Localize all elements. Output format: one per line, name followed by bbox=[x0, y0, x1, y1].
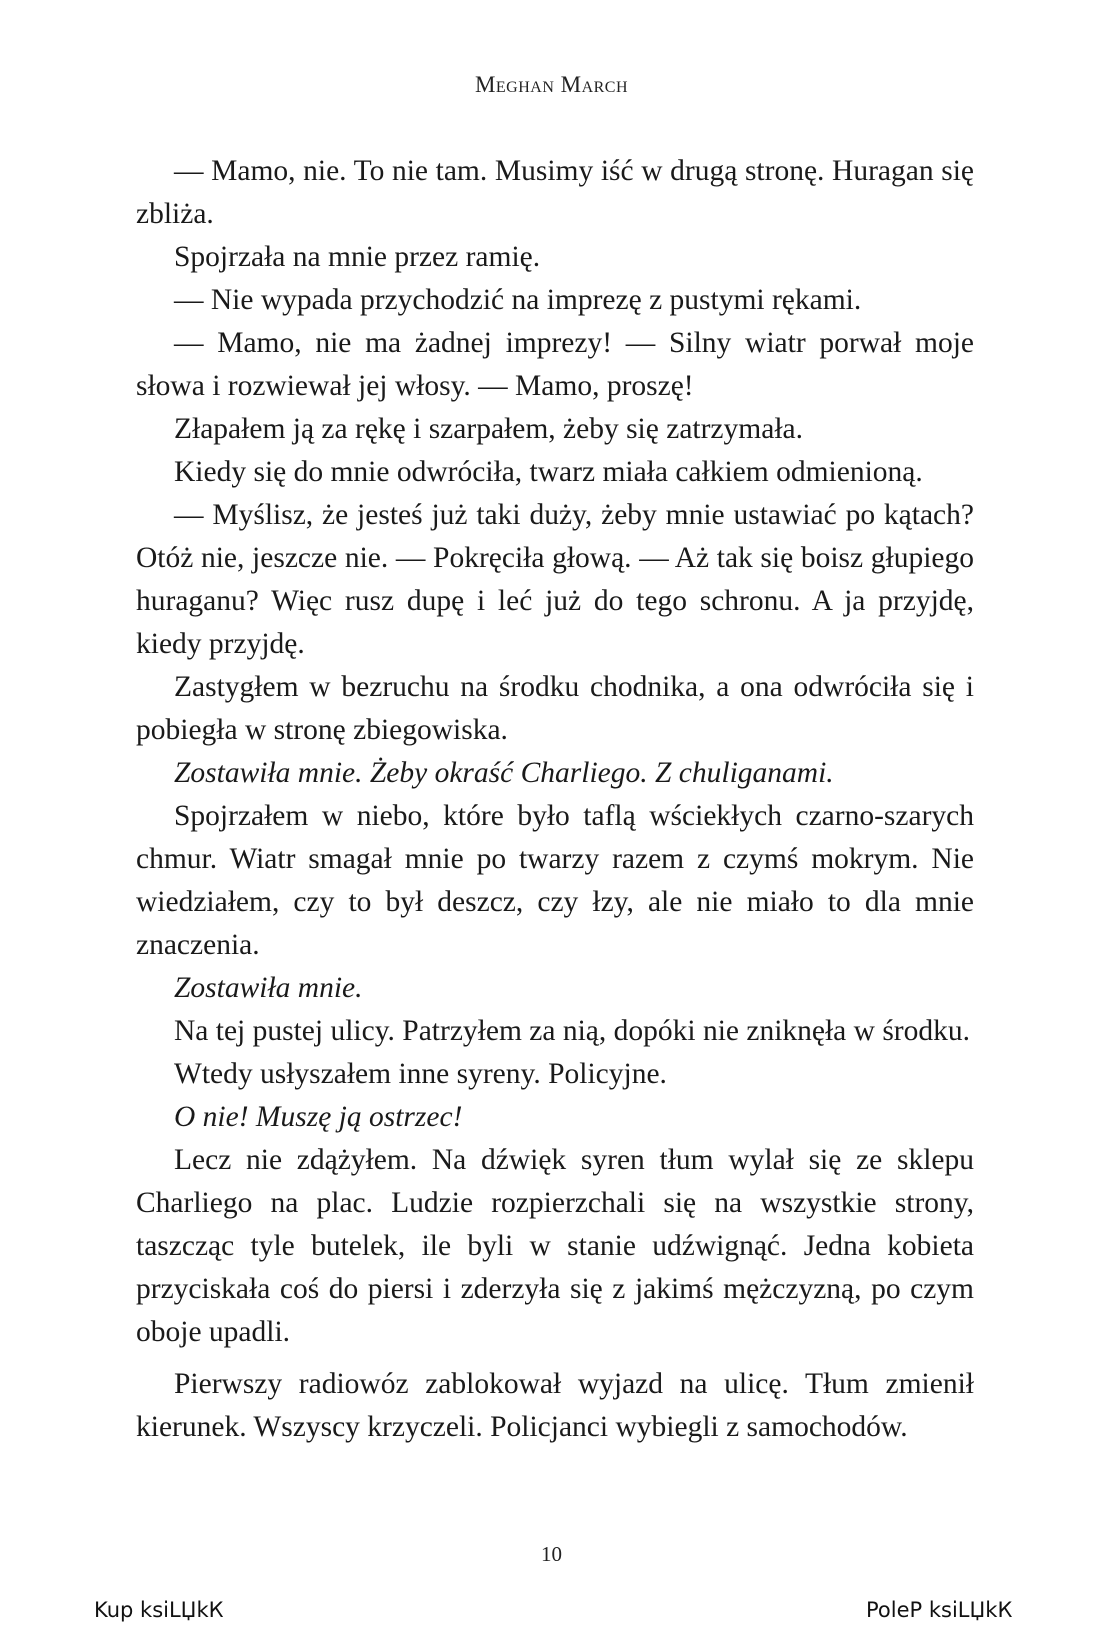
buy-book-link[interactable]: Kup ksiLЏkК bbox=[94, 1598, 224, 1622]
paragraph: Spojrzałem w niebo, które było taflą wściekłych czarno-szarych chmur. Wiatr smagał mnie po twarzy razem z czymś mokrym. Nie wiedziałem, czy to był deszcz, czy łzy, ale nie miało to dla mnie znaczenia. bbox=[136, 800, 974, 961]
italic-paragraph: O nie! Muszę ją ostrzec! bbox=[174, 1101, 463, 1133]
paragraph: Kiedy się do mnie odwróciła, twarz miała całkiem odmienioną. bbox=[174, 456, 923, 488]
paragraph: Na tej pustej ulicy. Patrzyłem za nią, dopóki nie zniknęła w środku. bbox=[174, 1015, 971, 1047]
paragraph: Pierwszy radiowóz zablokował wyjazd na ulicę. Tłum zmienił kierunek. Wszyscy krzyczeli. Policjanci wybiegli z samochodów. bbox=[136, 1368, 974, 1443]
italic-paragraph: Zostawiła mnie. Żeby okraść Charliego. Z chuliganami. bbox=[174, 757, 834, 789]
page-number: 10 bbox=[541, 1542, 562, 1566]
paragraph: Lecz nie zdążyłem. Na dźwięk syren tłum wylał się ze sklepu Charliego na plac. Ludzie rozpierzchali się na wszystkie strony, taszcząc tyle butelek, ile byli w stanie udźwignąć. Jedna kobieta przyciskała coś do piersi i zderzyła się z jakimś mężczyzną, po czym oboje upadli. bbox=[136, 1144, 974, 1348]
paragraph: — Nie wypada przychodzić na imprezę z pustymi rękami. bbox=[174, 284, 862, 316]
running-header: Meghan March bbox=[474, 72, 629, 97]
paragraph: Zastygłem w bezruchu na środku chodnika, a ona odwróciła się i pobiegła w stronę zbiegowiska. bbox=[136, 671, 974, 746]
paragraph: — Myślisz, że jesteś już taki duży, żeby mnie ustawiać po kątach? Otóż nie, jeszcze nie. — Pokręciła głową. — Aż tak się boisz głupiego huraganu? Więc rusz dupę i leć już do tego schronu. A ja przyjdę, kiedy przyjdę. bbox=[136, 499, 974, 660]
italic-paragraph: Zostawiła mnie. bbox=[174, 972, 363, 1004]
paragraph: Złapałem ją za rękę i szarpałem, żeby się zatrzymała. bbox=[174, 413, 803, 445]
paragraph: Wtedy usłyszałem inne syreny. Policyjne. bbox=[174, 1058, 667, 1090]
paragraph: Spojrzała na mnie przez ramię. bbox=[174, 241, 541, 273]
recommend-book-link[interactable]: PoleР ksiLЏkК bbox=[866, 1598, 1013, 1622]
body-text bbox=[136, 150, 974, 1449]
paragraph: — Mamo, nie. To nie tam. Musimy iść w drugą stronę. Huragan się zbliża. bbox=[136, 155, 974, 230]
paragraph: — Mamo, nie ma żadnej imprezy! — Silny wiatr porwał moje słowa i rozwiewał jej włosy. — Mamo, proszę! bbox=[136, 327, 974, 402]
